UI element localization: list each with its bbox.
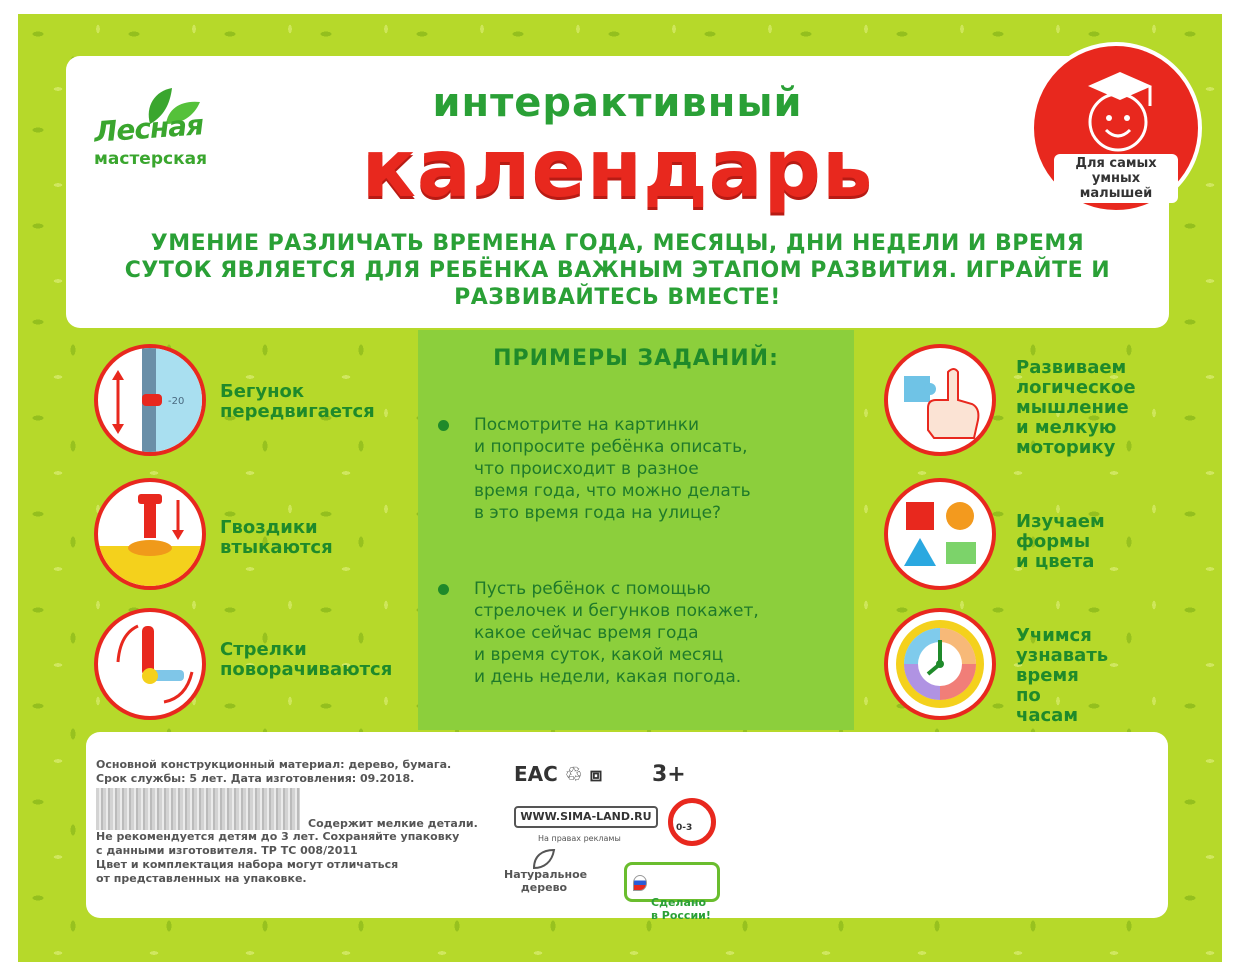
header-panel xyxy=(66,56,1169,328)
made-in-russia-text: Сделано в России! xyxy=(651,896,711,922)
feature-puzzle-label: Развиваем логическое мышление и мелкую моторику xyxy=(1016,357,1136,458)
ad-note: На правах рекламы xyxy=(538,834,621,843)
leaf-icon xyxy=(532,848,556,870)
legal-top: Основной конструкционный материал: дерево, бумага. Срок службы: 5 лет. Дата изготовления: 09.2018. xyxy=(96,758,452,785)
task-text: Посмотрите на картинки и попросите ребёнка описать, что происходит в разное время года, что можно делать в это время года на улице? xyxy=(474,415,751,523)
no-baby-icon xyxy=(668,798,716,846)
examples-title: ПРИМЕРЫ ЗАДАНИЙ: xyxy=(493,346,779,371)
peg-icon xyxy=(94,478,206,590)
logo-subtext: мастерская xyxy=(94,149,207,169)
bullet-icon xyxy=(438,584,449,595)
shapes-icon xyxy=(884,478,996,590)
legal-bottom: Не рекомендуется детям до 3 лет. Сохраняйте упаковку с данными изготовителя. ТР ТС 008/2011 Цвет и комплектация набора могут отличаться от представленных на упаковке. xyxy=(96,830,460,885)
made-in-russia-badge xyxy=(624,862,720,922)
clock-hands-icon xyxy=(94,608,206,720)
blurred-text xyxy=(96,788,300,830)
legal-mid: Содержит мелкие детали. xyxy=(308,817,478,830)
feature-slider-label: Бегунок передвигается xyxy=(220,381,375,422)
intro-text: УМЕНИЕ РАЗЛИЧАТЬ ВРЕМЕНА ГОДА, МЕСЯЦЫ, ДНИ НЕДЕЛИ И ВРЕМЯ СУТОК ЯВЛЯЕТСЯ ДЛЯ РЕБЁНКА ВАЖНЫМ ЭТАПОМ РАЗВИТИЯ. ИГРАЙТЕ И РАЗВИВАЙТЕСЬ ВМЕСТЕ! xyxy=(124,231,1111,310)
scale-mark: -20 xyxy=(168,396,185,407)
task-text: Пусть ребёнок с помощью стрелочек и бегунков покажет, какое сейчас время года и время суток, какой месяц и день недели, какая погода. xyxy=(474,579,759,687)
feature-clock-label: Учимся узнавать время по часам xyxy=(1016,625,1109,726)
badge-text: Для самых умных малышей xyxy=(1054,154,1178,203)
wood-label: Натуральное дерево xyxy=(504,868,588,894)
clock-face-icon xyxy=(884,608,996,720)
age-mark: 3+ xyxy=(652,762,686,787)
slider-icon xyxy=(94,344,206,456)
footer-panel xyxy=(86,732,1168,922)
certification-marks-icon: EAC ♲ ⧈ xyxy=(514,762,603,786)
site-box: WWW.SIMA-LAND.RU xyxy=(514,806,658,828)
bullet-icon xyxy=(438,420,449,431)
feature-peg-label: Гвоздики втыкаются xyxy=(220,517,333,558)
feature-hands-label: Стрелки поворачиваются xyxy=(220,639,393,680)
no-baby-age: 0-3 xyxy=(676,823,693,833)
feature-shapes-label: Изучаем формы и цвета xyxy=(1016,511,1105,572)
logo-text: Лесная xyxy=(92,108,205,149)
puzzle-hand-icon xyxy=(884,344,996,456)
examples-panel xyxy=(418,330,854,730)
title-big: календарь xyxy=(361,122,874,215)
title-small: интерактивный xyxy=(432,80,803,126)
russia-pin-icon xyxy=(633,875,647,891)
badge xyxy=(1030,42,1202,214)
